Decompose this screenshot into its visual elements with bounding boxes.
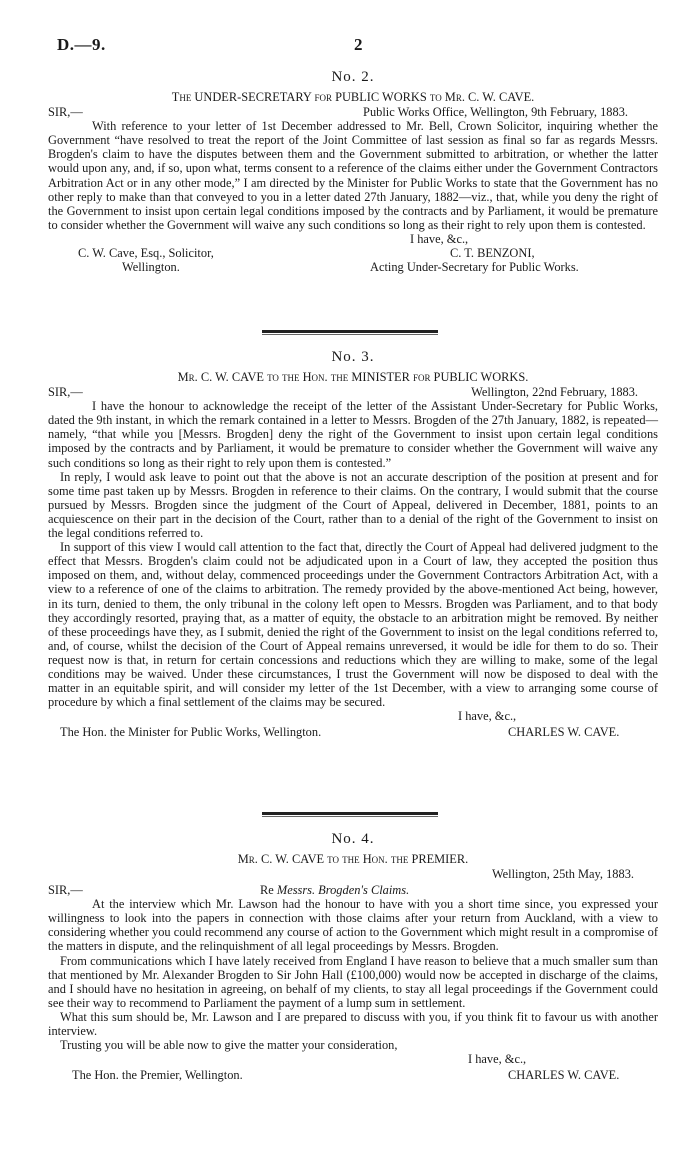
- paragraph: In support of this view I would call attention to the fact that, directly the Court of Appeal had delivered judgment to the effect that Messrs. Brogden's claim could not be adjudicated upon in a Court of law, they accepted the position thus imposed on them, and, without delay, commenced proceedings under the Government Contractors Arbitration Act, with a view to a reference of one of the claims to arbitration. The remedy provided by the above-mentioned Act being, however, in its turn, denied to them, the only tribunal in the colony left open to Messrs. Brogden was Parliament, and to that body they accordingly resorted, praying that, as a matter of equity, the obstacle to an arbitration might be removed. By neither of these proceedings have they, as I submit, denied the right of the Government to insist on the legal conditions referred to, and, of course, whilst the decision of the Court of Appeal remains unreversed, it would be idle for them to do so. Their request now is that, in return for certain concessions and reductions which they are willing to make, some of the legal conditions may be waived. Under these circumstances, I trust the Government will now be disposed to deal with the matter in an equitable spirit, and will consider my letter of the 1st December, with a view to arranging some course of procedure by which a final settlement of the claims may be secured.: [48, 540, 658, 710]
- addressee-city: Wellington.: [122, 259, 180, 274]
- addressee: C. W. Cave, Esq., Solicitor,: [78, 245, 214, 260]
- paragraph: In reply, I would ask leave to point out that the above is not an accurate description of the position at present and for some time past taken up by Messrs. Brogden in reference to their claims. On the contrary, I would submit that the course pursued by Messrs. Brogden since the judgment of the Court of Appeal, delivered in December, 1881, points to an acquiescence on their part in the decision of the Court, rather than to a denial of the right of the Government to insist on the legal conditions referred to.: [48, 469, 658, 541]
- paragraph: At the interview which Mr. Lawson had the honour to have with you a short time since, you expressed your willingness to look into the papers in connection with those claims after your return from Auckland, with a view to considering whether you could recommend any course of action to the Government which might result in a compromise of the matters in dispute, and the relinquishment of all legal proceedings by Messrs. Brogden.: [48, 897, 658, 954]
- paragraph: With reference to your letter of 1st December addressed to Mr. Bell, Crown Solicitor, inquiring whether the Government “have resolved to treat the report of the Joint Committee of last session as final so far as regards Messrs. Brogden's claim to have the disputes between them and the Government submitted to arbitration, or whether the latter would upon any, and, if so, upon what, terms consent to a reference of the claims either under the Government Contractors Arbitration Act or in any other mode,” I am directed by the Minister for Public Works to state that the Government has no other reply to make than that conveyed to you in a letter dated 27th January, 1882—viz., that, while you deny the right of the Government to insist upon certain legal conditions imposed by the contracts and by Parliament, it would be premature to consider whether the Government will waive any such conditions so long as their right to rely upon them is contested.: [48, 119, 658, 232]
- closing: I have, &c.,: [458, 709, 517, 724]
- letter-title: Mr. C. W. CAVE to the Hon. the MINISTER for PUBLIC WORKS.: [177, 370, 529, 385]
- salutation: SIR,—: [48, 105, 83, 120]
- letter-body: [48, 119, 658, 232]
- letter-no-4: [48, 832, 658, 1084]
- subject-prefix: Re: [260, 883, 274, 898]
- salutation: SIR,—: [48, 883, 83, 898]
- signature: CHARLES W. CAVE.: [508, 725, 620, 740]
- letter-title: The UNDER-SECRETARY for PUBLIC WORKS to Mr. C. W. CAVE.: [171, 90, 535, 105]
- letter-body: [48, 897, 658, 1052]
- parliamentary-paper-reference: D.—9.: [57, 35, 106, 54]
- page-number: 2: [354, 35, 363, 54]
- addressee: The Hon. the Premier, Wellington.: [72, 1068, 243, 1083]
- closing: I have, &c.,: [468, 1052, 527, 1067]
- subject: Messrs. Brogden's Claims.: [276, 883, 410, 898]
- letter-no-2: [48, 70, 658, 276]
- closing: I have, &c.,: [410, 231, 469, 246]
- salutation: SIR,—: [48, 385, 83, 400]
- dateline: Wellington, 22nd February, 1883.: [471, 385, 638, 400]
- signature-title: Acting Under-Secretary for Public Works.: [370, 259, 579, 274]
- letter-no-3: [48, 350, 658, 741]
- letter-body: [48, 399, 658, 709]
- signature: C. T. BENZONI,: [450, 245, 535, 260]
- dateline: Public Works Office, Wellington, 9th February, 1883.: [363, 105, 628, 120]
- paragraph: Trusting you will be able now to give the matter your consideration,: [60, 1038, 398, 1053]
- signature: CHARLES W. CAVE.: [508, 1068, 620, 1083]
- addressee: The Hon. the Minister for Public Works, Wellington.: [60, 725, 322, 740]
- letter-number: No. 2.: [331, 69, 375, 85]
- paragraph: From communications which I have lately received from England I have reason to believe that a much smaller sum than that mentioned by Mr. Alexander Brogden to Sir John Hall (£100,000) would now be accepted in discharge of the claims, and I should have no hesitation in agreeing, on behalf of my clients, to stay all legal proceedings if the Government could see their way to recommend to Parliament the payment of a lump sum in settlement.: [48, 953, 658, 1010]
- letter-number: No. 4.: [331, 831, 375, 847]
- dateline: Wellington, 25th May, 1883.: [491, 867, 634, 882]
- paragraph: What this sum should be, Mr. Lawson and I are prepared to discuss with you, if you think fit to favour us with another interview.: [48, 1009, 658, 1039]
- letter-title: Mr. C. W. CAVE to the Hon. the PREMIER.: [237, 852, 469, 867]
- letter-number: No. 3.: [331, 349, 375, 365]
- section-divider: [262, 330, 438, 333]
- section-divider: [262, 812, 438, 815]
- paragraph: I have the honour to acknowledge the receipt of the letter of the Assistant Under-Secretary for Public Works, dated the 9th instant, in which the remark contained in a letter to Messrs. Brogden of the 27th January, 1882, is repeated—namely, “that while you [Messrs. Brogden] deny the right of the Government to insist upon certain legal conditions imposed by the contracts and by Parliament, it would be premature to consider whether the Government will waive any such conditions so long as their right to rely upon them is contested.”: [48, 399, 658, 470]
